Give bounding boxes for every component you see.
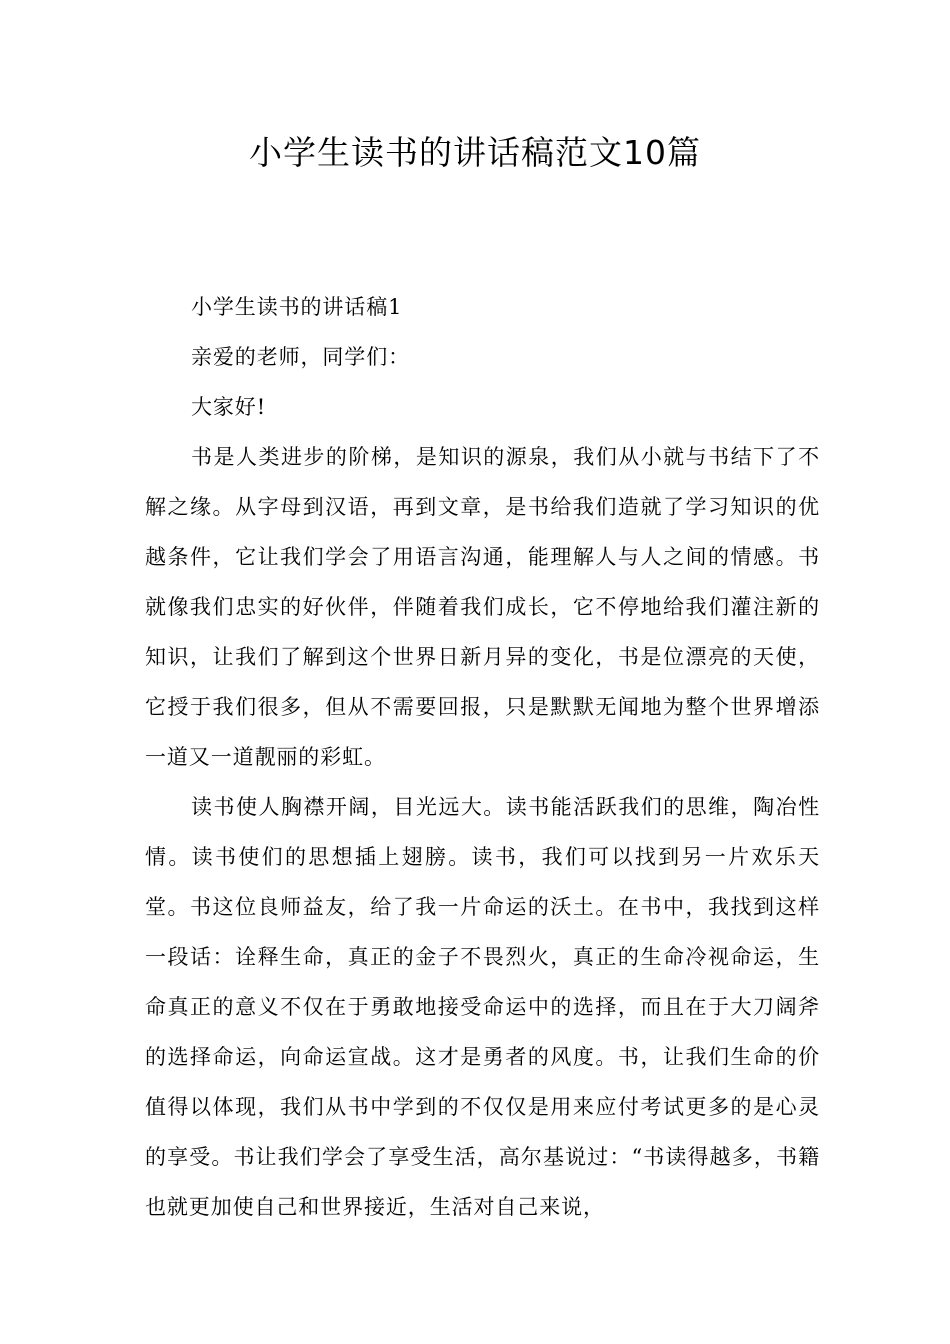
paragraph-salutation: 亲爱的老师，同学们： — [191, 345, 410, 369]
paragraph-heading: 小学生读书的讲话稿1 — [191, 295, 403, 319]
paragraph-body-1: 书是人类进步的阶梯，是知识的源泉，我们从小就与书结下了不解之缘。从字母到汉语，再到文章，是书给我们造就了学习知识的优越条件，它让我们学会了用语言沟通，能理解人与人之间的情感。书就像我们忠实的好伙伴，伴随着我们成长，它不停地给我们灌注新的知识，让我们了解到这个世界日新月异的变化，书是位漂亮的天使，它授于我们很多，但从不需要回报，只是默默无闻地为整个世界增添一道又一道靓丽的彩虹。 — [145, 445, 820, 769]
paragraph-body-2: 读书使人胸襟开阔，目光远大。读书能活跃我们的思维，陶冶性情。读书使们的思想插上翅膀。读书，我们可以找到另一片欢乐天堂。书这位良师益友，给了我一片命运的沃土。在书中，我找到这样一段话：诠释生命，真正的金子不畏烈火，真正的生命冷视命运，生命真正的意义不仅在于勇敢地接受命运中的选择，而且在于大刀阔斧的选择命运，向命运宣战。这才是勇者的风度。书，让我们生命的价值得以体现，我们从书中学到的不仅仅是用来应付考试更多的是心灵的享受。书让我们学会了享受生活，高尔基说过：“书读得越多，书籍也就更加使自己和世界接近，生活对自己来说， — [145, 795, 820, 1219]
paragraph-greeting: 大家好! — [191, 395, 267, 419]
document-title: 小学生读书的讲话稿范文10篇 — [249, 133, 701, 172]
document-body — [145, 282, 820, 1232]
